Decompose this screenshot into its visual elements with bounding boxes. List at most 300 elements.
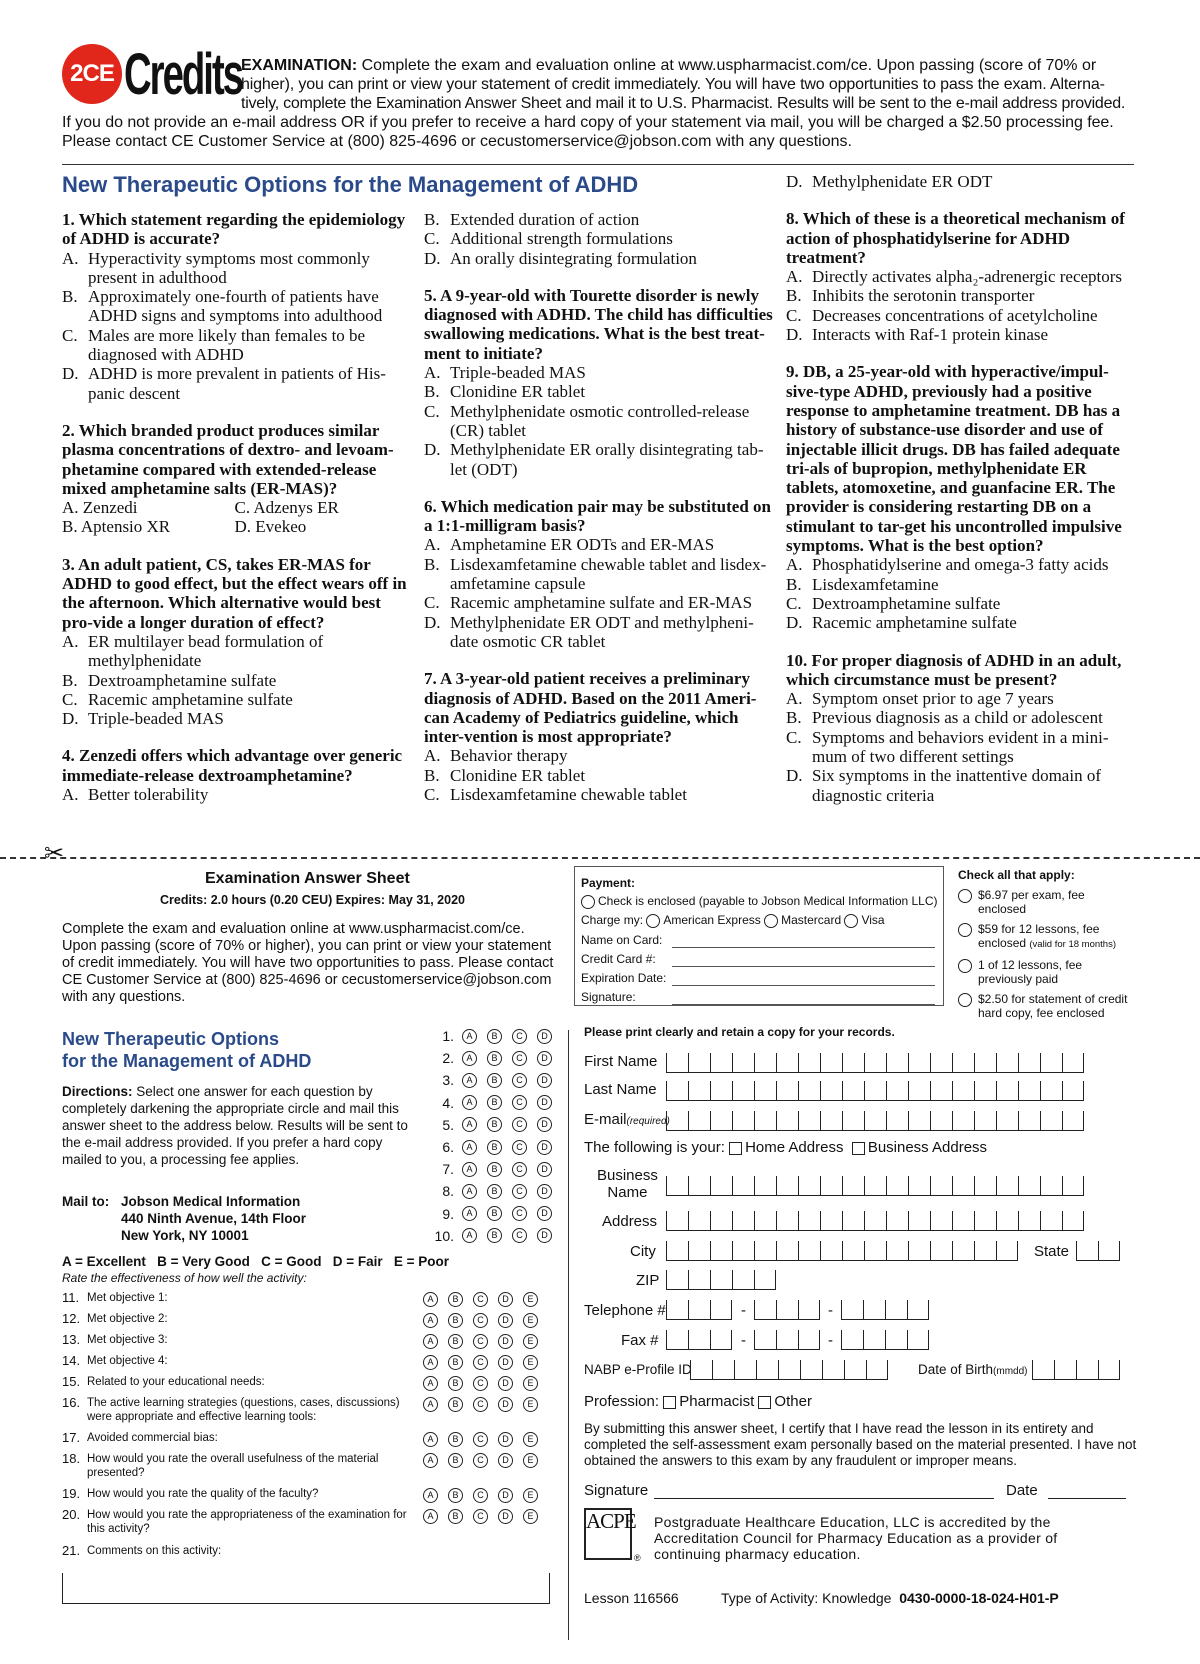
letter-box[interactable] — [1018, 1211, 1040, 1231]
letter-box[interactable] — [974, 1081, 996, 1101]
letter-box[interactable] — [885, 1330, 907, 1350]
rating-bubble[interactable]: D — [498, 1355, 513, 1370]
expiration-field[interactable] — [672, 985, 935, 986]
rating-bubble[interactable]: E — [523, 1509, 538, 1524]
answer-bubble[interactable]: D — [537, 1029, 552, 1044]
letter-box[interactable] — [732, 1081, 754, 1101]
date-field[interactable] — [1048, 1498, 1126, 1499]
letter-box[interactable] — [732, 1241, 754, 1261]
rating-bubble[interactable]: A — [423, 1376, 438, 1391]
letter-box[interactable] — [1040, 1211, 1062, 1231]
letter-box[interactable] — [908, 1176, 930, 1196]
mastercard-radio[interactable] — [764, 914, 778, 928]
letter-box[interactable] — [996, 1081, 1018, 1101]
letter-box[interactable] — [952, 1081, 974, 1101]
telephone-line-boxes[interactable] — [841, 1300, 929, 1320]
letter-box[interactable] — [688, 1081, 710, 1101]
answer-bubble[interactable]: B — [487, 1051, 502, 1066]
fax-area-boxes[interactable] — [666, 1330, 732, 1350]
answer-bubble[interactable]: C — [512, 1095, 527, 1110]
letter-box[interactable] — [776, 1111, 798, 1131]
letter-box[interactable] — [886, 1241, 908, 1261]
letter-box[interactable] — [710, 1081, 732, 1101]
letter-box[interactable] — [688, 1330, 710, 1350]
letter-box[interactable] — [710, 1111, 732, 1131]
last-name-boxes[interactable] — [666, 1081, 1084, 1101]
letter-box[interactable] — [1018, 1176, 1040, 1196]
option-letter: D. — [786, 613, 803, 633]
letter-box[interactable] — [866, 1360, 888, 1380]
letter-box[interactable] — [886, 1111, 908, 1131]
answer-bubble[interactable]: A — [462, 1029, 477, 1044]
letter-box[interactable] — [710, 1270, 732, 1290]
rating-bubble[interactable]: B — [448, 1488, 463, 1503]
fee-radio-2[interactable] — [958, 923, 972, 937]
letter-box[interactable] — [930, 1111, 952, 1131]
letter-box[interactable] — [754, 1330, 776, 1350]
rating-bubble[interactable]: B — [448, 1334, 463, 1349]
letter-box[interactable] — [666, 1111, 688, 1131]
rating-bubble[interactable]: E — [523, 1313, 538, 1328]
check-enclosed-option[interactable]: Check is enclosed (payable to Jobson Medical Information LLC) — [581, 894, 938, 909]
rating-bubble[interactable]: B — [448, 1292, 463, 1307]
telephone-area-boxes[interactable] — [666, 1300, 732, 1320]
rating-bubble[interactable]: A — [423, 1488, 438, 1503]
letter-box[interactable] — [666, 1270, 688, 1290]
letter-box[interactable] — [1098, 1360, 1120, 1380]
letter-box[interactable] — [710, 1176, 732, 1196]
rating-bubble[interactable]: C — [473, 1397, 488, 1412]
answer-option — [786, 267, 1138, 286]
rating-note: Rate the effectiveness of how well the activity: — [62, 1271, 307, 1285]
letter-box[interactable] — [800, 1360, 822, 1380]
rating-bubble[interactable]: E — [523, 1432, 538, 1447]
rating-bubble[interactable]: C — [473, 1313, 488, 1328]
letter-box[interactable] — [666, 1241, 688, 1261]
letter-box[interactable] — [1018, 1053, 1040, 1073]
rating-bubble[interactable]: A — [423, 1313, 438, 1328]
rating-bubble[interactable]: C — [473, 1355, 488, 1370]
answer-bubble[interactable]: A — [462, 1095, 477, 1110]
rating-bubble[interactable]: D — [498, 1509, 513, 1524]
fee-option-2[interactable]: $59 for 12 lessons, fee enclosed (valid for 18 months) — [958, 922, 1128, 952]
letter-box[interactable] — [1018, 1081, 1040, 1101]
answer-bubble[interactable]: C — [512, 1073, 527, 1088]
letter-box[interactable] — [732, 1211, 754, 1231]
address-boxes[interactable] — [666, 1211, 1084, 1231]
letter-box[interactable] — [1062, 1211, 1084, 1231]
letter-box[interactable] — [844, 1360, 866, 1380]
letter-box[interactable] — [820, 1176, 842, 1196]
letter-box[interactable] — [776, 1176, 798, 1196]
rating-bubble[interactable]: B — [448, 1397, 463, 1412]
answer-bubble[interactable]: B — [487, 1184, 502, 1199]
answer-option — [424, 593, 774, 612]
question-stem: 7. A 3-year-old patient receives a preliminary diagnosis of ADHD. Based on the 2011 Ameri-can Academy of Pediatrics guideline, which inter-vention is most appropriate? — [424, 669, 757, 747]
letter-box[interactable] — [907, 1330, 929, 1350]
letter-box[interactable] — [952, 1176, 974, 1196]
letter-box[interactable] — [1040, 1081, 1062, 1101]
letter-box[interactable] — [930, 1176, 952, 1196]
letter-box[interactable] — [688, 1270, 710, 1290]
letter-box[interactable] — [842, 1111, 864, 1131]
letter-box[interactable] — [1098, 1241, 1120, 1261]
rating-bubble[interactable]: A — [423, 1509, 438, 1524]
letter-box[interactable] — [841, 1300, 863, 1320]
letter-box[interactable] — [712, 1360, 734, 1380]
rating-bubble[interactable]: C — [473, 1432, 488, 1447]
option-letter: A. — [786, 555, 803, 575]
letter-box[interactable] — [841, 1330, 863, 1350]
letter-box[interactable] — [776, 1081, 798, 1101]
answer-bubble[interactable]: C — [512, 1117, 527, 1132]
nabp-boxes[interactable] — [690, 1360, 888, 1380]
letter-box[interactable] — [908, 1111, 930, 1131]
rating-bubble[interactable]: C — [473, 1453, 488, 1468]
answer-bubble[interactable]: D — [537, 1095, 552, 1110]
letter-box[interactable] — [907, 1300, 929, 1320]
letter-box[interactable] — [798, 1081, 820, 1101]
letter-box[interactable] — [710, 1300, 732, 1320]
answer-bubble[interactable]: A — [462, 1162, 477, 1177]
letter-box[interactable] — [930, 1211, 952, 1231]
rating-bubble[interactable]: A — [423, 1292, 438, 1307]
letter-box[interactable] — [754, 1270, 776, 1290]
letter-box[interactable] — [842, 1053, 864, 1073]
state-boxes[interactable] — [1076, 1241, 1120, 1261]
rating-bubble[interactable]: E — [523, 1453, 538, 1468]
rating-bubble[interactable]: D — [498, 1334, 513, 1349]
letter-box[interactable] — [1062, 1176, 1084, 1196]
letter-box[interactable] — [710, 1211, 732, 1231]
letter-box[interactable] — [996, 1211, 1018, 1231]
letter-box[interactable] — [908, 1241, 930, 1261]
letter-box[interactable] — [996, 1111, 1018, 1131]
letter-box[interactable] — [864, 1241, 886, 1261]
letter-box[interactable] — [754, 1176, 776, 1196]
rating-bubble[interactable]: D — [498, 1397, 513, 1412]
rating-bubble[interactable]: C — [473, 1376, 488, 1391]
rating-bubble[interactable]: B — [448, 1432, 463, 1447]
rating-bubble[interactable]: C — [473, 1509, 488, 1524]
answer-bubble[interactable]: B — [487, 1140, 502, 1155]
rating-bubble[interactable]: C — [473, 1488, 488, 1503]
letter-box[interactable] — [864, 1081, 886, 1101]
comments-box[interactable] — [62, 1573, 550, 1604]
letter-box[interactable] — [1032, 1360, 1054, 1380]
rating-bubble[interactable]: D — [498, 1313, 513, 1328]
card-signature-field[interactable] — [672, 1004, 935, 1005]
letter-box[interactable] — [974, 1211, 996, 1231]
letter-box[interactable] — [930, 1081, 952, 1101]
answer-bubble[interactable]: B — [487, 1228, 502, 1243]
letter-box[interactable] — [908, 1081, 930, 1101]
letter-box[interactable] — [776, 1300, 798, 1320]
answer-bubble[interactable]: B — [487, 1095, 502, 1110]
answer-option — [786, 613, 1138, 632]
rating-bubble[interactable]: A — [423, 1432, 438, 1447]
fee-option-1[interactable]: $6.97 per exam, fee enclosed — [958, 888, 1128, 916]
letter-box[interactable] — [1076, 1241, 1098, 1261]
fee-option-4[interactable]: $2.50 for statement of credit hard copy, fee enclosed — [958, 992, 1128, 1020]
option-text: Lisdexamfetamine chewable tablet — [450, 785, 687, 805]
rating-bubble[interactable]: A — [423, 1355, 438, 1370]
check-radio[interactable] — [581, 895, 595, 909]
letter-box[interactable] — [842, 1211, 864, 1231]
rating-bubble[interactable]: C — [473, 1292, 488, 1307]
business-name-boxes[interactable] — [666, 1176, 1084, 1196]
letter-box[interactable] — [732, 1270, 754, 1290]
pharmacist-checkbox[interactable] — [663, 1396, 676, 1409]
rating-bubble[interactable]: E — [523, 1376, 538, 1391]
letter-box[interactable] — [798, 1300, 820, 1320]
answer-bubble[interactable]: C — [512, 1029, 527, 1044]
letter-box[interactable] — [952, 1053, 974, 1073]
letter-box[interactable] — [710, 1053, 732, 1073]
letter-box[interactable] — [690, 1360, 712, 1380]
letter-box[interactable] — [974, 1176, 996, 1196]
answer-bubble[interactable]: C — [512, 1051, 527, 1066]
letter-box[interactable] — [798, 1111, 820, 1131]
first-name-boxes[interactable] — [666, 1053, 1084, 1073]
letter-box[interactable] — [710, 1241, 732, 1261]
home-address-checkbox[interactable] — [729, 1142, 742, 1155]
letter-box[interactable] — [688, 1241, 710, 1261]
letter-box[interactable] — [1062, 1053, 1084, 1073]
letter-box[interactable] — [996, 1053, 1018, 1073]
rating-bubble[interactable]: B — [448, 1509, 463, 1524]
email-boxes[interactable] — [666, 1111, 1084, 1131]
letter-box[interactable] — [863, 1300, 885, 1320]
answer-bubble[interactable]: C — [512, 1206, 527, 1221]
letter-box[interactable] — [822, 1360, 844, 1380]
answer-bubble[interactable]: C — [512, 1162, 527, 1177]
letter-box[interactable] — [952, 1111, 974, 1131]
letter-box[interactable] — [1040, 1053, 1062, 1073]
letter-box[interactable] — [974, 1053, 996, 1073]
fee-radio-3[interactable] — [958, 959, 972, 973]
letter-box[interactable] — [930, 1053, 952, 1073]
rating-bubble[interactable]: D — [498, 1376, 513, 1391]
rating-bubble[interactable]: D — [498, 1432, 513, 1447]
letter-box[interactable] — [688, 1300, 710, 1320]
letter-box[interactable] — [798, 1211, 820, 1231]
answer-bubble[interactable]: C — [512, 1184, 527, 1199]
rating-bubble[interactable]: D — [498, 1488, 513, 1503]
rating-bubble[interactable]: A — [423, 1334, 438, 1349]
letter-box[interactable] — [1076, 1360, 1098, 1380]
answer-option-row — [62, 498, 407, 517]
answer-bubble[interactable]: A — [462, 1228, 477, 1243]
letter-box[interactable] — [734, 1360, 756, 1380]
rating-bubble[interactable]: B — [448, 1355, 463, 1370]
letter-box[interactable] — [754, 1241, 776, 1261]
letter-box[interactable] — [996, 1241, 1018, 1261]
letter-box[interactable] — [820, 1081, 842, 1101]
letter-box[interactable] — [885, 1300, 907, 1320]
letter-box[interactable] — [930, 1241, 952, 1261]
rating-bubble[interactable]: E — [523, 1355, 538, 1370]
letter-box[interactable] — [798, 1330, 820, 1350]
option-letter: D. — [62, 364, 79, 384]
letter-box[interactable] — [886, 1053, 908, 1073]
letter-box[interactable] — [732, 1111, 754, 1131]
rating-bubble[interactable]: E — [523, 1397, 538, 1412]
visa-radio[interactable] — [844, 914, 858, 928]
letter-box[interactable] — [820, 1211, 842, 1231]
letter-box[interactable] — [908, 1211, 930, 1231]
fax-prefix-boxes[interactable] — [754, 1330, 820, 1350]
answer-bubble[interactable]: D — [537, 1140, 552, 1155]
letter-box[interactable] — [798, 1176, 820, 1196]
letter-box[interactable] — [754, 1111, 776, 1131]
city-boxes[interactable] — [666, 1241, 1018, 1261]
fee-option-3[interactable]: 1 of 12 lessons, fee previously paid — [958, 958, 1128, 986]
letter-box[interactable] — [776, 1053, 798, 1073]
answer-bubble[interactable]: C — [512, 1228, 527, 1243]
letter-box[interactable] — [732, 1176, 754, 1196]
name-on-card-field[interactable] — [672, 947, 935, 948]
amex-radio[interactable] — [646, 914, 660, 928]
letter-box[interactable] — [820, 1241, 842, 1261]
letter-box[interactable] — [908, 1053, 930, 1073]
letter-box[interactable] — [886, 1211, 908, 1231]
letter-box[interactable] — [776, 1330, 798, 1350]
rating-bubble[interactable]: B — [448, 1453, 463, 1468]
answer-bubble[interactable]: B — [487, 1029, 502, 1044]
answer-bubble[interactable]: A — [462, 1184, 477, 1199]
rating-bubble[interactable]: C — [473, 1334, 488, 1349]
letter-box[interactable] — [842, 1081, 864, 1101]
letter-box[interactable] — [754, 1211, 776, 1231]
dob-boxes[interactable] — [1032, 1360, 1120, 1380]
letter-box[interactable] — [886, 1176, 908, 1196]
letter-box[interactable] — [1062, 1111, 1084, 1131]
answer-number: 5. — [442, 1116, 454, 1133]
letter-box[interactable] — [666, 1081, 688, 1101]
answer-bubble[interactable]: D — [537, 1051, 552, 1066]
letter-box[interactable] — [666, 1176, 688, 1196]
letter-box[interactable] — [842, 1176, 864, 1196]
letter-box[interactable] — [863, 1330, 885, 1350]
fee-radio-4[interactable] — [958, 993, 972, 1007]
evaluation-bubbles — [423, 1508, 548, 1526]
answer-option — [62, 364, 407, 403]
letter-box[interactable] — [1018, 1111, 1040, 1131]
letter-box[interactable] — [666, 1330, 688, 1350]
letter-box[interactable] — [688, 1053, 710, 1073]
rating-bubble[interactable]: B — [448, 1376, 463, 1391]
letter-box[interactable] — [996, 1176, 1018, 1196]
answer-option — [424, 229, 774, 248]
letter-box[interactable] — [820, 1053, 842, 1073]
other-checkbox[interactable] — [758, 1396, 771, 1409]
letter-box[interactable] — [952, 1211, 974, 1231]
rating-bubble[interactable]: A — [423, 1453, 438, 1468]
answer-bubble[interactable]: B — [487, 1117, 502, 1132]
letter-box[interactable] — [820, 1111, 842, 1131]
letter-box[interactable] — [732, 1053, 754, 1073]
fax-line-boxes[interactable] — [841, 1330, 929, 1350]
rating-bubble[interactable]: D — [498, 1292, 513, 1307]
rating-bubble[interactable]: A — [423, 1397, 438, 1412]
question-block — [62, 421, 407, 537]
telephone-prefix-boxes[interactable] — [754, 1300, 820, 1320]
answer-option: C. Adzenys ER — [234, 498, 339, 518]
letter-box[interactable] — [754, 1053, 776, 1073]
answer-bubble[interactable]: B — [487, 1073, 502, 1088]
letter-box[interactable] — [666, 1300, 688, 1320]
rating-bubble[interactable]: E — [523, 1334, 538, 1349]
letter-box[interactable] — [756, 1360, 778, 1380]
letter-box[interactable] — [710, 1330, 732, 1350]
letter-box[interactable] — [776, 1211, 798, 1231]
letter-box[interactable] — [864, 1176, 886, 1196]
letter-box[interactable] — [798, 1053, 820, 1073]
question-block — [424, 210, 774, 268]
letter-box[interactable] — [864, 1053, 886, 1073]
answer-bubble[interactable]: A — [462, 1206, 477, 1221]
answer-bubble[interactable]: A — [462, 1051, 477, 1066]
letter-box[interactable] — [974, 1111, 996, 1131]
letter-box[interactable] — [798, 1241, 820, 1261]
letter-box[interactable] — [688, 1176, 710, 1196]
answer-bubble[interactable]: D — [537, 1162, 552, 1177]
letter-box[interactable] — [666, 1053, 688, 1073]
letter-box[interactable] — [842, 1241, 864, 1261]
questions-column-2 — [424, 210, 774, 822]
answer-bubble[interactable]: A — [462, 1117, 477, 1132]
answer-bubble[interactable]: B — [487, 1162, 502, 1177]
letter-box[interactable] — [1040, 1176, 1062, 1196]
letter-box[interactable] — [1062, 1081, 1084, 1101]
letter-box[interactable] — [666, 1211, 688, 1231]
answer-bubble[interactable]: A — [462, 1073, 477, 1088]
letter-box[interactable] — [974, 1241, 996, 1261]
letter-box[interactable] — [886, 1081, 908, 1101]
answer-bubble[interactable]: D — [537, 1184, 552, 1199]
answer-bubble[interactable]: D — [537, 1117, 552, 1132]
letter-box[interactable] — [864, 1111, 886, 1131]
rating-bubble[interactable]: E — [523, 1488, 538, 1503]
business-address-checkbox[interactable] — [852, 1142, 865, 1155]
answer-bubble[interactable]: C — [512, 1140, 527, 1155]
answer-bubble[interactable]: A — [462, 1140, 477, 1155]
letter-box[interactable] — [1054, 1360, 1076, 1380]
letter-box[interactable] — [754, 1300, 776, 1320]
fee-radio-1[interactable] — [958, 889, 972, 903]
answer-option — [424, 785, 774, 804]
zip-boxes[interactable] — [666, 1270, 776, 1290]
letter-box[interactable] — [864, 1211, 886, 1231]
rating-bubble[interactable]: B — [448, 1313, 463, 1328]
credit-card-field[interactable] — [672, 966, 935, 967]
signature-field[interactable] — [654, 1498, 994, 1499]
letter-box[interactable] — [776, 1241, 798, 1261]
rating-bubble[interactable]: E — [523, 1292, 538, 1307]
letter-box[interactable] — [778, 1360, 800, 1380]
answer-bubble[interactable]: D — [537, 1206, 552, 1221]
letter-box[interactable] — [754, 1081, 776, 1101]
answer-bubble[interactable]: D — [537, 1073, 552, 1088]
letter-box[interactable] — [1040, 1111, 1062, 1131]
letter-box[interactable] — [952, 1241, 974, 1261]
letter-box[interactable] — [688, 1111, 710, 1131]
answer-bubble[interactable]: B — [487, 1206, 502, 1221]
letter-box[interactable] — [688, 1211, 710, 1231]
answer-bubble[interactable]: D — [537, 1228, 552, 1243]
rating-bubble[interactable]: D — [498, 1453, 513, 1468]
